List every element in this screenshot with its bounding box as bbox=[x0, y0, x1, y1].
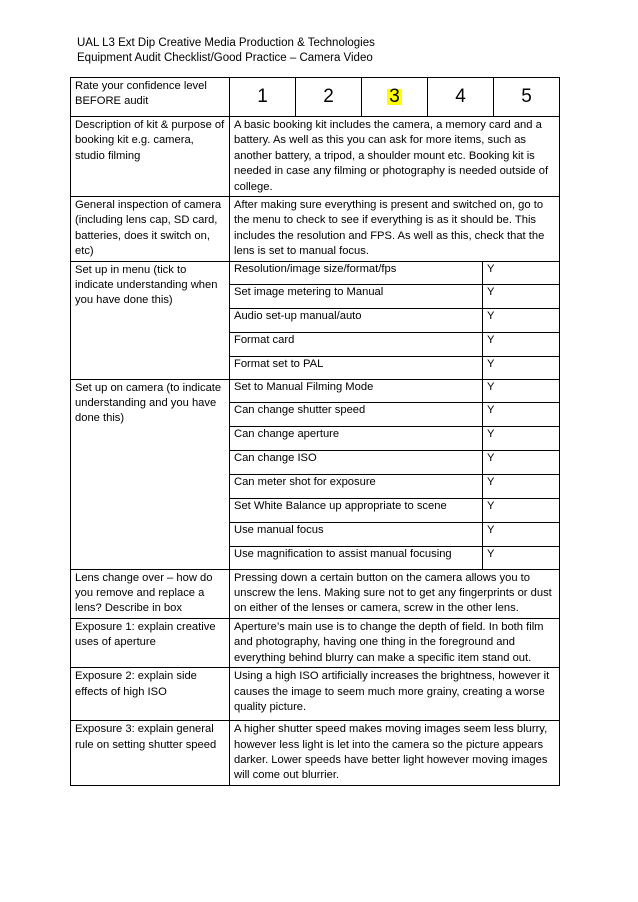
checklist-item: Can change shutter speed bbox=[230, 402, 483, 426]
inspection-row bbox=[71, 197, 560, 262]
checklist-tick[interactable]: Y bbox=[483, 522, 560, 546]
lens-change-label: Lens change over – how do you remove and replace a lens? Describe in box bbox=[71, 569, 230, 618]
exposure-1-answer[interactable]: Aperture’s main use is to change the depth of field. In both film and photography, having one thing in the foreground and everything behind blurry can make a specific item stand out. bbox=[230, 618, 560, 667]
selected-rating: 3 bbox=[389, 86, 400, 108]
checklist-row bbox=[230, 522, 559, 546]
checklist-item: Can change aperture bbox=[230, 426, 483, 450]
camera-setup-checklist bbox=[230, 380, 559, 569]
checklist-item: Format card bbox=[230, 332, 483, 356]
checklist-item: Use manual focus bbox=[230, 522, 483, 546]
checklist-tick[interactable]: Y bbox=[483, 332, 560, 356]
checklist-item: Use magnification to assist manual focusing bbox=[234, 547, 452, 560]
course-title: UAL L3 Ext Dip Creative Media Production & Technologies bbox=[77, 37, 375, 49]
inspection-answer[interactable]: After making sure everything is present and switched on, go to the menu to check to see if everything is as it should be. This includes the resolution and FPS. As well as this, check that the lens is set to manual focus. bbox=[230, 197, 560, 262]
camera-setup-label: Set up on camera (to indicate understanding and you have done this) bbox=[71, 379, 230, 569]
checklist-tick[interactable]: Y bbox=[483, 262, 560, 285]
checklist-item: Resolution/image size/format/fps bbox=[230, 262, 483, 285]
camera-setup-checklist-cell bbox=[230, 379, 560, 569]
checklist-item: Set to Manual Filming Mode bbox=[230, 380, 483, 403]
checklist-tick[interactable]: Y bbox=[483, 426, 560, 450]
rating-option-4[interactable]: 4 bbox=[427, 78, 493, 116]
checklist-item: Set image metering to Manual bbox=[230, 284, 483, 308]
inspection-label: General inspection of camera (including lens cap, SD card, batteries, does it switch on, etc) bbox=[71, 197, 230, 262]
checklist-item: Can change ISO bbox=[230, 450, 483, 474]
checklist-item: Audio set-up manual/auto bbox=[230, 308, 483, 332]
confidence-rating-scale bbox=[230, 78, 559, 116]
checklist-tick[interactable]: Y bbox=[483, 356, 560, 379]
exposure-3-label: Exposure 3: explain general rule on setting shutter speed bbox=[71, 721, 230, 786]
menu-setup-checklist-cell bbox=[230, 261, 560, 379]
rating-option-5[interactable]: 5 bbox=[493, 78, 559, 116]
confidence-row bbox=[71, 78, 560, 117]
checklist-row bbox=[230, 474, 559, 498]
checklist-row bbox=[230, 498, 559, 522]
checklist-tick[interactable]: Y bbox=[483, 546, 560, 569]
menu-setup-label: Set up in menu (tick to indicate understanding when you have done this) bbox=[71, 261, 230, 379]
rating-option-3[interactable] bbox=[361, 78, 427, 116]
checklist-row bbox=[230, 450, 559, 474]
rating-option-1[interactable]: 1 bbox=[257, 86, 268, 108]
document-header bbox=[77, 36, 375, 66]
checklist-tick[interactable]: Y bbox=[483, 450, 560, 474]
confidence-ratings-cell bbox=[230, 78, 560, 117]
checklist-title: Equipment Audit Checklist/Good Practice – Camera Video bbox=[77, 52, 373, 64]
checklist-tick[interactable]: Y bbox=[483, 474, 560, 498]
checklist-item: Can meter shot for exposure bbox=[230, 474, 483, 498]
camera-setup-row bbox=[71, 379, 560, 569]
checklist-tick[interactable]: Y bbox=[483, 498, 560, 522]
exposure-3-answer[interactable]: A higher shutter speed makes moving images seem less blurry, however less light is let into the camera so the picture appears darker. Lower speeds have better light however moving images will come out blurrier. bbox=[230, 721, 560, 786]
exposure-3-row bbox=[71, 721, 560, 786]
checklist-row bbox=[230, 426, 559, 450]
checklist-tick[interactable]: Y bbox=[483, 308, 560, 332]
checklist-tick[interactable]: Y bbox=[483, 380, 560, 403]
checklist-item: Set White Balance up appropriate to scene bbox=[230, 498, 483, 522]
description-answer[interactable]: A basic booking kit includes the camera, a memory card and a battery. As well as this you can ask for more items, such as another battery, a tripod, a shoulder mount etc. Booking kit is needed in case any filming or photography is needed outside of college. bbox=[230, 117, 560, 197]
exposure-2-label: Exposure 2: explain side effects of high ISO bbox=[71, 668, 230, 721]
checklist-tick[interactable]: Y bbox=[483, 284, 560, 308]
checklist-tick[interactable]: Y bbox=[483, 402, 560, 426]
exposure-2-row bbox=[71, 668, 560, 721]
checklist-item: Format set to PAL bbox=[234, 357, 324, 370]
description-row bbox=[71, 117, 560, 197]
checklist-row bbox=[230, 262, 559, 285]
checklist-row bbox=[230, 356, 559, 379]
checklist-row bbox=[230, 402, 559, 426]
rating-option-2[interactable]: 2 bbox=[295, 78, 361, 116]
exposure-2-answer[interactable]: Using a high ISO artificially increases the brightness, however it causes the image to seem much more grainy, creating a worse quality picture. bbox=[230, 668, 560, 721]
exposure-1-label: Exposure 1: explain creative uses of aperture bbox=[71, 618, 230, 667]
checklist-row bbox=[230, 546, 559, 569]
exposure-1-row bbox=[71, 618, 560, 667]
menu-setup-row bbox=[71, 261, 560, 379]
lens-change-answer[interactable]: Pressing down a certain button on the camera allows you to unscrew the lens. Making sure not to get any fingerprints or dust on either of the lenses or camera, screw in the other lens. bbox=[230, 569, 560, 618]
confidence-label: Rate your confidence level BEFORE audit bbox=[71, 78, 230, 117]
lens-change-row bbox=[71, 569, 560, 618]
checklist-row bbox=[230, 308, 559, 332]
checklist-row bbox=[230, 284, 559, 308]
audit-table bbox=[70, 77, 560, 786]
menu-setup-checklist bbox=[230, 262, 559, 379]
checklist-row bbox=[230, 380, 559, 403]
checklist-row bbox=[230, 332, 559, 356]
description-label: Description of kit & purpose of booking kit e.g. camera, studio filming bbox=[71, 117, 230, 197]
